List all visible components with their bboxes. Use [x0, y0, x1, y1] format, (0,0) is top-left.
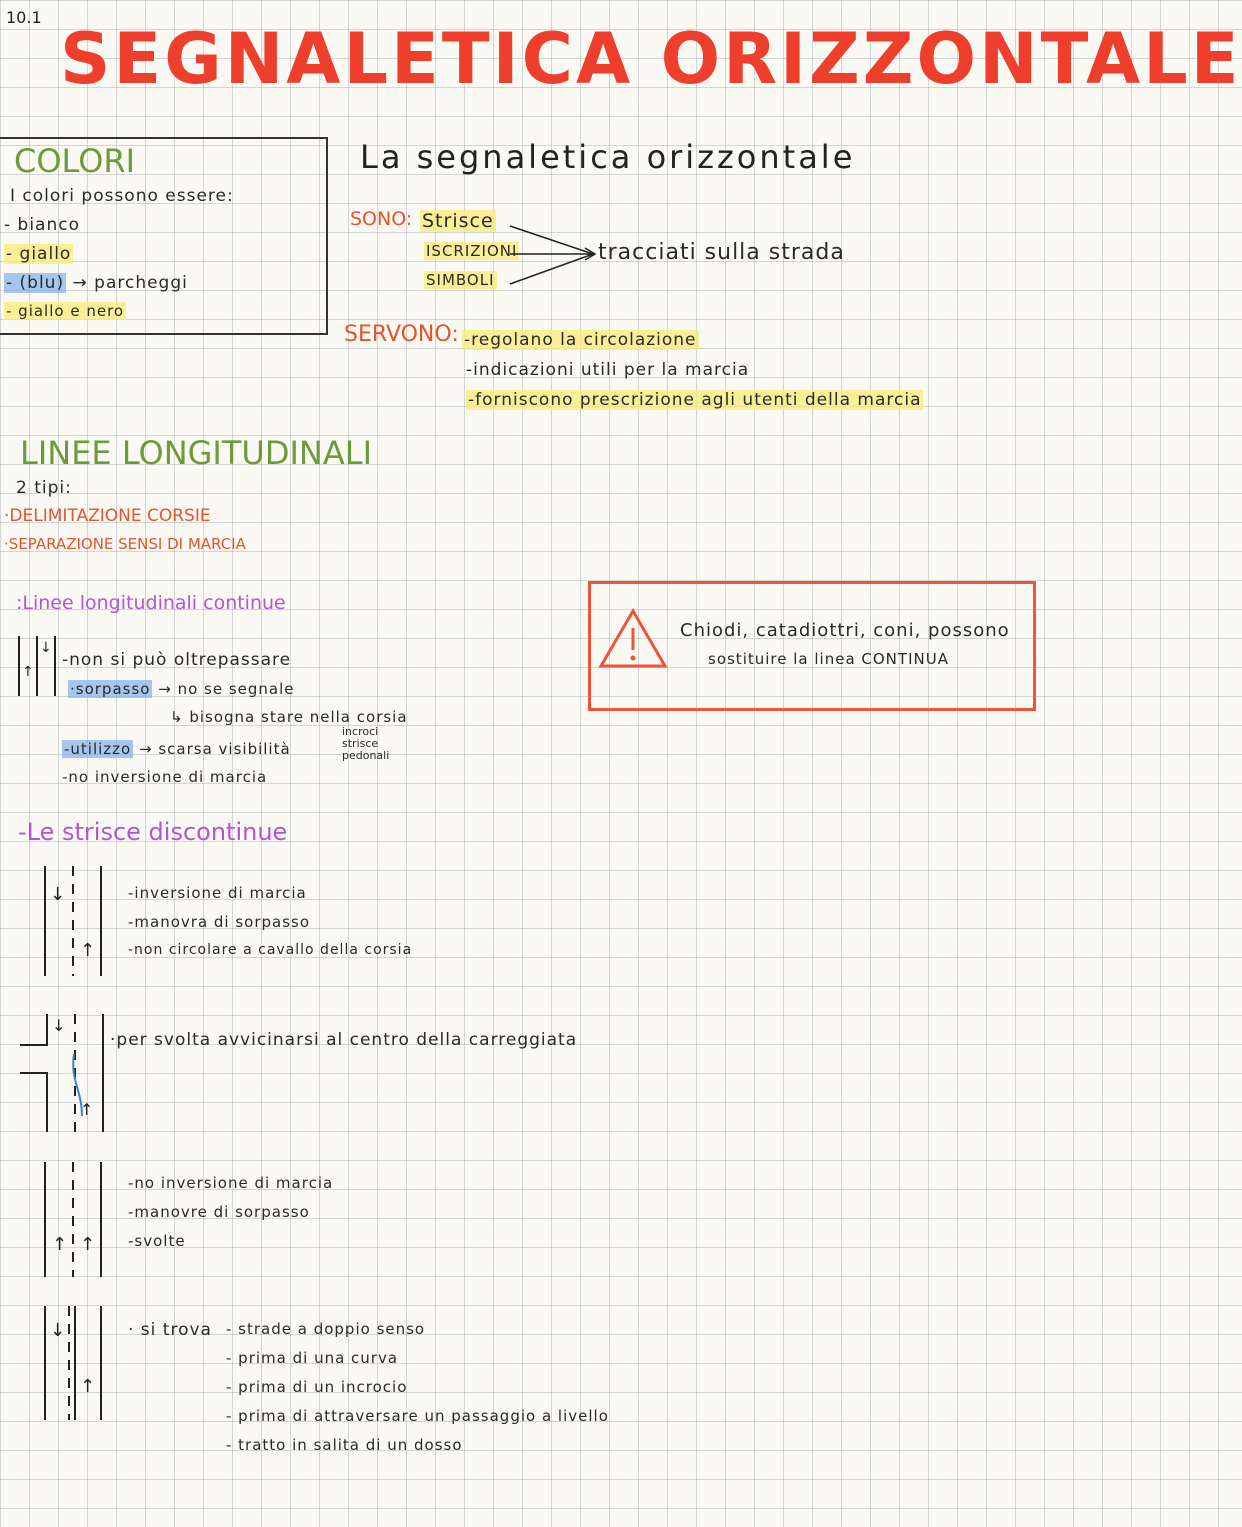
color-yellow-black-text: - giallo e nero [6, 302, 125, 320]
color-blue-text: - (blu) [6, 273, 65, 293]
continue-utilizzo-note: scarsa visibilità [158, 740, 291, 758]
g1-dashed-center [72, 866, 74, 976]
g3-item-3: -svolte [128, 1232, 186, 1250]
g4-continuous-center [74, 1306, 76, 1420]
g2-arrow-up-icon: ↑ [80, 1100, 94, 1119]
g1-item-2: -manovra di sorpasso [128, 913, 311, 931]
color-item-blue: - (blu) → parcheggi [6, 273, 188, 293]
g4-item-1: - strade a doppio senso [226, 1320, 426, 1338]
road-edge-right [54, 636, 56, 696]
g1-arrow-up-icon: ↑ [80, 940, 96, 961]
sono-arrows [505, 218, 600, 293]
linee-tipi-label: 2 tipi: [16, 478, 72, 498]
colors-heading: COLORI [14, 142, 136, 180]
sono-item-strisce [420, 210, 496, 232]
servono-item-1-text: -regolano la circolazione [464, 330, 697, 350]
g4-item-2: - prima di una curva [226, 1349, 399, 1367]
g4-item-4: - prima di attraversare un passaggio a livello [226, 1407, 609, 1425]
g1-edge-left [44, 866, 46, 976]
g2-item-1: ·per svolta avvicinarsi al centro della carreggiata [110, 1030, 578, 1050]
g3-arrow-up-icon-1: ↑ [52, 1234, 68, 1255]
servono-item-1 [462, 330, 699, 350]
continue-item-3: -utilizzo → scarsa visibilità [64, 740, 291, 758]
continue-utilizzo: -utilizzo [64, 740, 132, 758]
utilizzo-branches [342, 726, 389, 762]
g2-edge-right [102, 1014, 104, 1132]
g3-arrow-up-icon-2: ↑ [80, 1234, 96, 1255]
continue-sorpasso: ·sorpasso [70, 680, 151, 698]
servono-item-3 [466, 390, 923, 410]
continue-sorpasso-note2: ↳ bisogna stare nella corsia [170, 708, 408, 726]
utilizzo-branch-2: strisce [342, 737, 379, 750]
color-item-yellow [4, 244, 73, 264]
color-blue-note: parcheggi [94, 273, 188, 293]
color-yellow-text: - giallo [6, 244, 72, 264]
sono-strisce-text: Strisce [422, 210, 494, 232]
sono-result: tracciati sulla strada [598, 240, 845, 265]
g2-side-road-top [20, 1044, 48, 1046]
continue-item-1: -non si può oltrepassare [62, 650, 292, 670]
road-center-line [36, 636, 38, 696]
page-number: 10.1 [6, 8, 42, 27]
sono-simboli-text: SIMBOLI [426, 271, 495, 289]
g2-side-road-bottom [20, 1072, 48, 1074]
colors-intro: I colori possono essere: [10, 186, 234, 206]
g4-edge-left [44, 1306, 46, 1420]
linee-heading: LINEE LONGITUDINALI [20, 434, 372, 472]
definition-heading: La segnaletica orizzontale [360, 138, 856, 176]
arrow-down-icon: ↓ [40, 640, 52, 656]
g3-edge-left [44, 1162, 46, 1277]
continue-heading: :Linee longitudinali continue [16, 592, 286, 614]
g4-edge-right [100, 1306, 102, 1420]
continue-sorpasso-note2-text: bisogna stare nella corsia [189, 708, 408, 726]
g1-edge-right [100, 866, 102, 976]
color-item-yellow-black [4, 302, 126, 320]
g4-item-5: - tratto in salita di un dosso [226, 1436, 463, 1454]
g4-item-3: - prima di un incrocio [226, 1378, 408, 1396]
g4-arrow-up-icon: ↑ [80, 1376, 96, 1397]
servono-item-3-text: -forniscono prescrizione agli utenti della marcia [468, 390, 922, 410]
g1-item-3: -non circolare a cavallo della corsia [128, 942, 413, 958]
g3-item-1: -no inversione di marcia [128, 1174, 334, 1192]
g4-label: · si trova [128, 1320, 212, 1340]
g3-item-2: -manovre di sorpasso [128, 1203, 310, 1221]
color-item-white: - bianco [4, 215, 80, 235]
warning-icon [598, 608, 668, 670]
utilizzo-branch-3: pedonali [342, 749, 390, 762]
g3-dashed-center [72, 1162, 74, 1277]
g1-arrow-down-icon: ↓ [50, 884, 66, 905]
g2-edge-left-top [46, 1014, 48, 1046]
discontinue-heading: -Le strisce discontinue [18, 818, 288, 846]
utilizzo-branch-1: incroci [342, 725, 379, 738]
g3-edge-right [100, 1162, 102, 1277]
sono-iscrizioni-text: ISCRIZIONI [426, 242, 518, 260]
g4-arrow-down-icon: ↓ [50, 1320, 66, 1341]
linee-tipo-2: ·SEPARAZIONE SENSI DI MARCIA [4, 535, 246, 553]
continue-sorpasso-note: no se segnale [177, 680, 295, 698]
continue-item-2: ·sorpasso → no se segnale [70, 680, 295, 698]
g2-arrow-down-icon: ↓ [52, 1016, 66, 1035]
servono-item-2: -indicazioni utili per la marcia [466, 360, 750, 380]
page-title: SEGNALETICA ORIZZONTALE [60, 18, 1242, 100]
g4-dashed-center [68, 1306, 70, 1420]
warning-text-2: sostituire la linea CONTINUA [708, 650, 949, 668]
warning-text-1: Chiodi, catadiottri, coni, possono [680, 620, 1010, 641]
g2-edge-left-bottom [46, 1072, 48, 1132]
arrow-up-icon: ↑ [22, 664, 34, 680]
sono-item-simboli [424, 271, 497, 289]
g1-item-1: -inversione di marcia [128, 884, 307, 902]
servono-label: SERVONO: [344, 322, 459, 347]
road-edge-left [18, 636, 20, 696]
continue-item-4: -no inversione di marcia [62, 768, 268, 786]
sono-label: SONO: [350, 208, 413, 230]
linee-tipo-1: ·DELIMITAZIONE CORSIE [4, 506, 211, 526]
